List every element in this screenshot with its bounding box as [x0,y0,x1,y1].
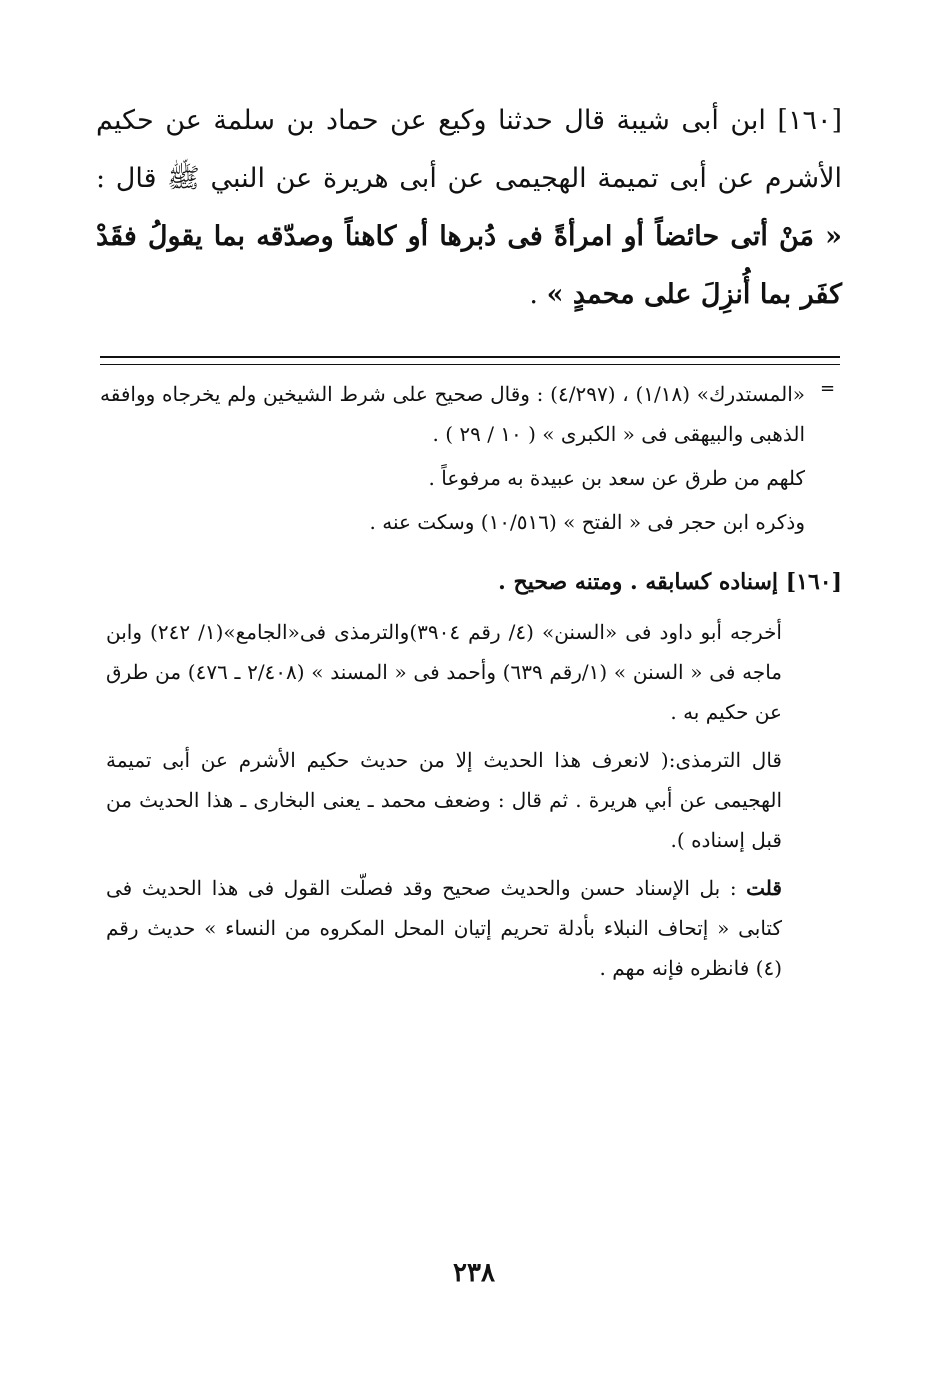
hadith-text [96,92,842,324]
footnote-block [100,374,805,542]
hadith-isnad: ابن أبى شيبة قال حدثنا وكيع عن حماد بن سلمة عن حكيم الأشرم عن أبى تميمة الهجيمى عن أبى هريرة عن النبي ﷺ قال : [96,105,842,194]
hadith-end: . [529,279,547,310]
qultu-label: قلت [746,876,782,900]
qultu-paragraph [106,868,782,988]
qultu-text: : بل الإسناد حسن والحديث صحيح وقد فصلّت القول فى هذا الحديث فى كتابى « إتحاف النبلاء بأدلة تحريم إتيان المحل المكروه من النساء » حديث رقم (٤) فانظره فإنه مهم . [106,876,782,980]
takhrij-paragraph: قال الترمذى:( لانعرف هذا الحديث إلا من حديث حكيم الأشرم عن أبى تميمة الهجيمى عن أبي هريرة . ثم قال : وضعف محمد ـ يعنى البخارى ـ هذا الحديث من قبل إسناده ). [106,748,782,852]
hadith-matn: « مَنْ أتى حائضاً أو امرأةً فى دُبرها أو كاهناً وصدّقه بما يقولُ فقَدْ كفَر بما أُنزِلَ على محمدٍ » [96,221,842,310]
takhrij-paragraph: أخرجه أبو داود فى «السنن» (٤/ رقم ٣٩٠٤)والترمذى فى«الجامع»(١/ ٢٤٢) وابن ماجه فى « السنن » (١/رقم ٦٣٩) وأحمد فى « المسند » (٢/٤٠٨ ـ ٤٧٦) من طرق عن حكيم به . [106,620,783,724]
footnote-divider-thin [100,364,840,365]
takhrij-block [106,612,782,996]
footnote-line: كلهم من طرق عن سعد بن عبيدة به مرفوعاً . [428,466,805,490]
continuation-marker: = [820,378,836,399]
footnote-line: «المستدرك» (١/١٨) ، (٤/٢٩٧) : وقال صحيح على شرط الشيخين ولم يخرجاه ووافقه الذهبى والبيهقى فى « الكبرى » ( ١٠ / ٢٩ ) . [100,382,805,446]
section-heading: [١٦٠] إسناده كسابقه . ومتنه صحيح . [498,569,842,595]
footnote-divider-thick [100,356,840,358]
hadith-number: [١٦٠] [777,105,842,136]
footnote-line: وذكره ابن حجر فى « الفتح » (١٠/٥١٦) وسكت عنه . [369,510,805,534]
page-number: ٢٣٨ [453,1258,495,1288]
